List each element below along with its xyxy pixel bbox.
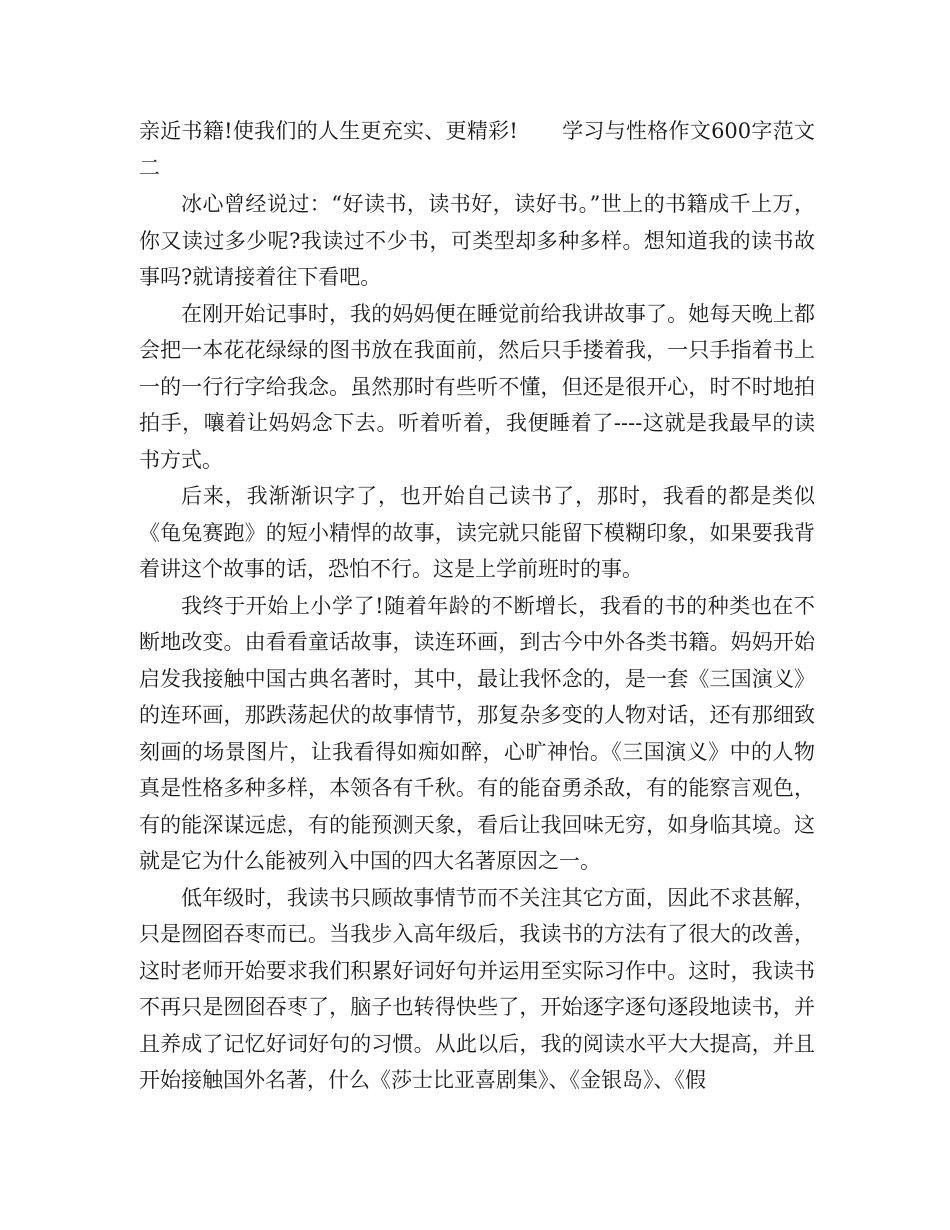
closing-sentence: 亲近书籍!使我们的人生更充实、更精彩! <box>139 119 518 143</box>
intro-line <box>139 113 815 186</box>
paragraph-5: 低年级时，我读书只顾故事情节而不关注其它方面，因此不求甚解，只是囫囵吞枣而已。当我步入高年级后，我读书的方法有了很大的改善，这时老师开始要求我们积累好词好句并运用至实际习作中。这时，我读书不再只是囫囵吞枣了，脑子也转得快些了，开始逐字逐句逐段地读书，并且养成了记忆好词好句的习惯。从此以后，我的阅读水平大大提高，并且开始接触国外名著，什么《莎士比亚喜剧集》、《金银岛》、《假 <box>139 885 815 1092</box>
paragraph-3: 后来，我渐渐识字了，也开始自己读书了，那时，我看的都是类似《龟兔赛跑》的短小精悍的故事，读完就只能留下模糊印象，如果要我背着讲这个故事的话，恐怕不行。这是上学前班时的事。 <box>139 484 815 581</box>
paragraph-4: 我终于开始上小学了!随着年龄的不断增长，我看的书的种类也在不断地改变。由看看童话故事，读连环画，到古今中外各类书籍。妈妈开始启发我接触中国古典名著时，其中，最让我怀念的，是一套《三国演义》的连环画，那跌荡起伏的故事情节，那复杂多变的人物对话，还有那细致刻画的场景图片，让我看得如痴如醉，心旷神怡。《三国演义》中的人物真是性格多种多样，本领各有千秋。有的能奋勇杀敌，有的能察言观色，有的能深谋远虑，有的能预测天象，看后让我回味无穷，如身临其境。这就是它为什么能被列入中国的四大名著原因之一。 <box>139 593 815 873</box>
section-title: 学习与性格作文600字范文二 <box>139 119 815 180</box>
document-page <box>139 113 815 1099</box>
paragraph-2: 在刚开始记事时，我的妈妈便在睡觉前给我讲故事了。她每天晚上都会把一本花花绿绿的图书放在我面前，然后只手搂着我，一只手指着书上一的一行行字给我念。虽然那时有些听不懂，但还是很开心，时不时地拍拍手，嚷着让妈妈念下去。听着听着，我便睡着了----这就是我最早的读书方式。 <box>139 301 815 472</box>
paragraph-1: 冰心曾经说过：“好读书，读书好，读好书。”世上的书籍成千上万，你又读过多少呢?我读过不少书，可类型却多种多样。想知道我的读书故事吗?就请接着往下看吧。 <box>139 192 815 289</box>
